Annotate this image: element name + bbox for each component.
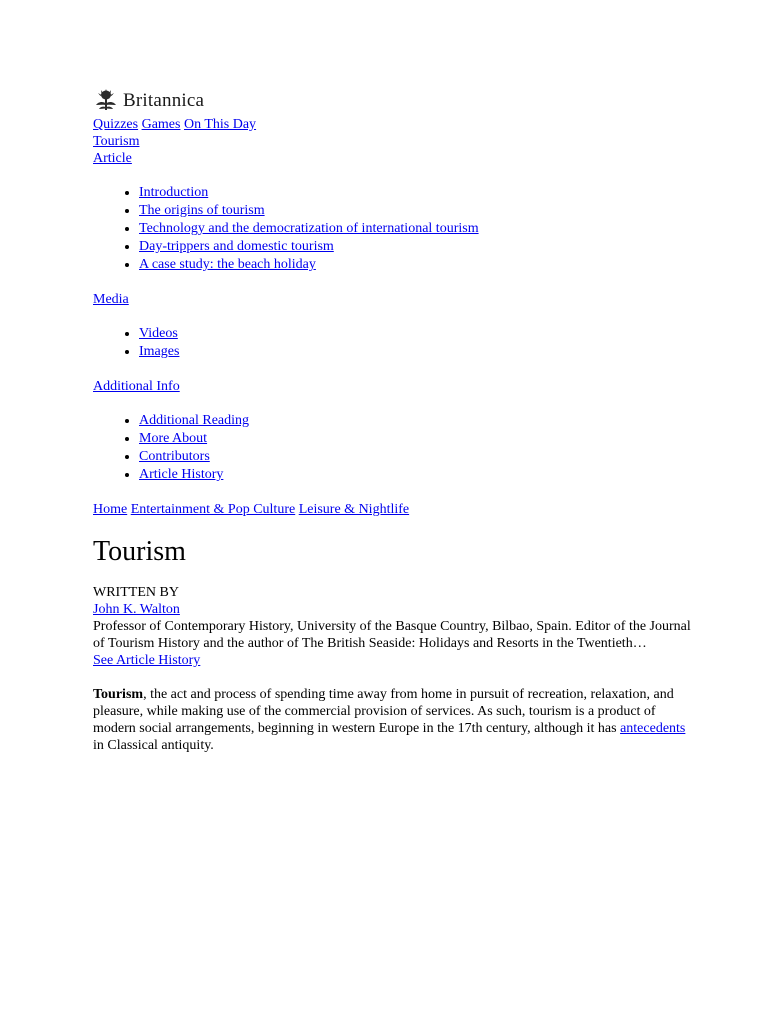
media-section-link[interactable]: Media <box>93 292 129 307</box>
top-nav <box>93 116 693 133</box>
breadcrumb-home-link[interactable]: Home <box>93 502 128 517</box>
author-bio: Professor of Contemporary History, University of the Basque Country, Bilbao, Spain. Editor of the Journal of Tourism History and the author of The British Seaside: Holidays and Resorts in the Twentieth… <box>93 619 691 651</box>
list-item <box>139 184 693 202</box>
logo-text: Britannica <box>123 89 205 111</box>
list-item <box>139 220 693 238</box>
list-item <box>139 202 693 220</box>
written-by-label: WRITTEN BY <box>93 585 179 600</box>
toc-technology-link[interactable]: Technology and the democratization of international tourism <box>139 221 479 236</box>
article-section-link[interactable]: Article <box>93 151 132 166</box>
page-content <box>93 86 693 768</box>
nav-quizzes-link[interactable]: Quizzes <box>93 117 139 132</box>
summary-term: Tourism <box>93 687 144 702</box>
list-item <box>139 343 693 361</box>
page-title: Tourism <box>93 536 186 567</box>
list-item <box>139 325 693 343</box>
antecedents-link[interactable]: antecedents <box>620 721 686 736</box>
list-item <box>139 448 693 466</box>
toc-beach-holiday-link[interactable]: A case study: the beach holiday <box>139 257 316 272</box>
nav-games-link[interactable]: Games <box>141 117 181 132</box>
list-item <box>139 466 693 484</box>
toc-introduction-link[interactable]: Introduction <box>139 185 209 200</box>
list-item <box>139 238 693 256</box>
more-about-link[interactable]: More About <box>139 431 208 446</box>
list-item <box>139 430 693 448</box>
contributors-link[interactable]: Contributors <box>139 449 210 464</box>
list-item <box>139 412 693 430</box>
breadcrumb-leisure-link[interactable]: Leisure & Nightlife <box>298 502 410 517</box>
additional-reading-link[interactable]: Additional Reading <box>139 413 250 428</box>
list-item <box>139 256 693 274</box>
britannica-logo[interactable] <box>93 86 693 114</box>
breadcrumb-entertainment-link[interactable]: Entertainment & Pop Culture <box>130 502 296 517</box>
nav-on-this-day-link[interactable]: On This Day <box>183 117 257 132</box>
author-block <box>93 584 693 669</box>
thistle-icon <box>93 87 119 113</box>
summary-text: , the act and process of spending time away from home in pursuit of recreation, relaxation, and pleasure, while making use of the commercial provision of services. As such, tourism is a product of modern social arrangements, beginning in western Europe in the 17th century, although it has <box>93 687 674 736</box>
media-images-link[interactable]: Images <box>139 344 180 359</box>
media-list <box>93 325 693 361</box>
breadcrumb <box>93 501 693 518</box>
see-article-history-link[interactable]: See Article History <box>93 653 201 668</box>
article-history-link[interactable]: Article History <box>139 467 224 482</box>
article-summary <box>93 686 693 754</box>
additional-info-link[interactable]: Additional Info <box>93 379 180 394</box>
toc-origins-link[interactable]: The origins of tourism <box>139 203 265 218</box>
author-name-link[interactable]: John K. Walton <box>93 602 180 617</box>
article-toc <box>93 184 693 274</box>
toc-day-trippers-link[interactable]: Day-trippers and domestic tourism <box>139 239 334 254</box>
summary-text-end: in Classical antiquity. <box>93 738 214 753</box>
media-videos-link[interactable]: Videos <box>139 326 178 341</box>
topic-tourism-link[interactable]: Tourism <box>93 134 140 149</box>
additional-info-list <box>93 412 693 484</box>
